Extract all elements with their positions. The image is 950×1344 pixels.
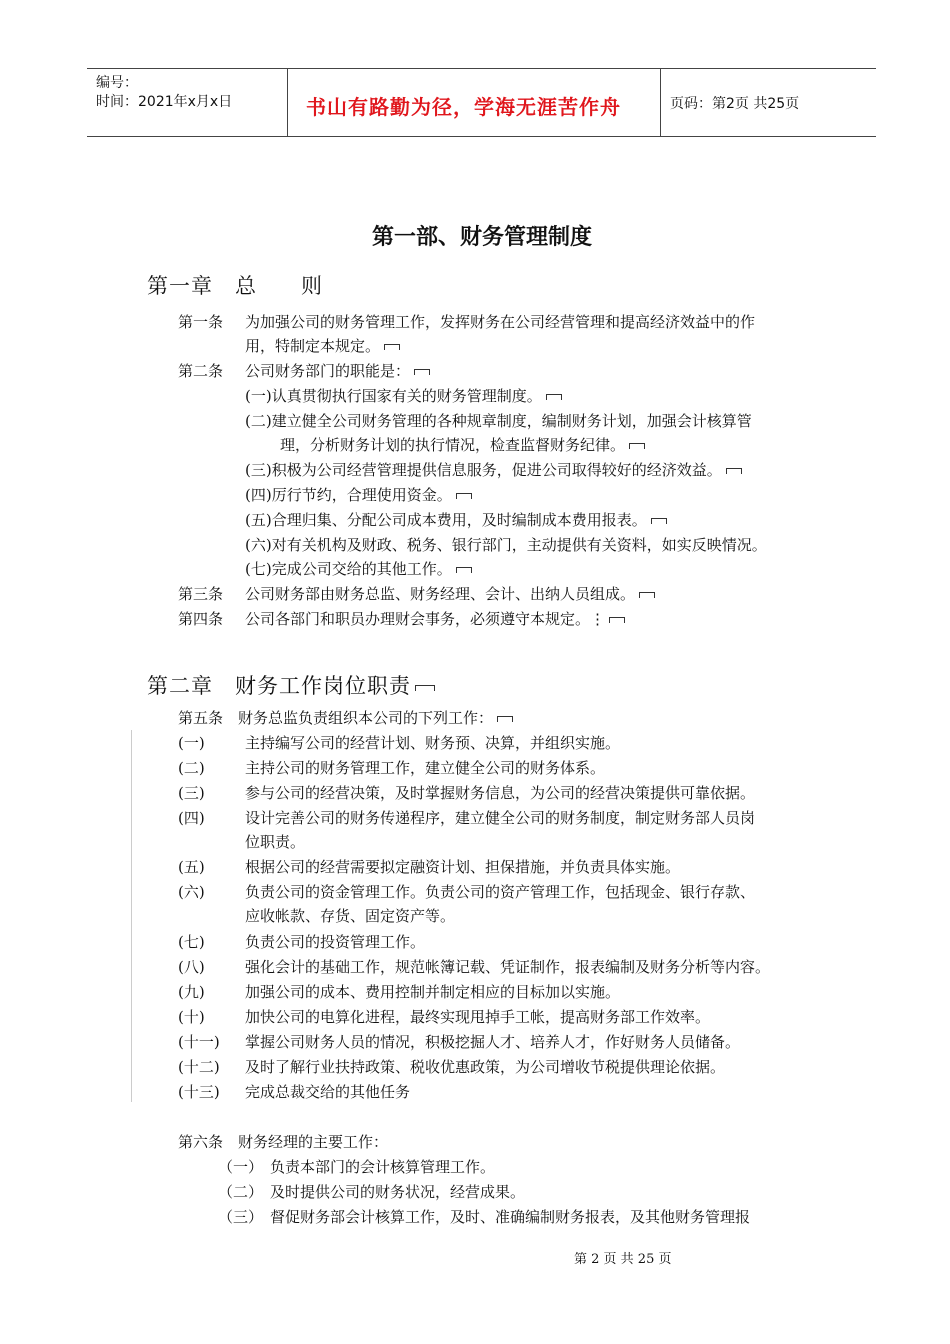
duty-8-text: 强化会计的基础工作，规范帐簿记载、凭证制作，报表编制及财务分析等内容。 [245, 958, 771, 976]
header-bottom-rule [87, 136, 876, 137]
duty-4-line-1: 设计完善公司的财务传递程序，建立健全公司的财务制度，制定财务部人员岗 [245, 809, 756, 827]
duty-8-num: (八) [178, 958, 205, 976]
header-motto: 书山有路勤为径，学海无涯苦作舟 [306, 95, 621, 119]
header-divider-2 [660, 68, 661, 136]
paragraph-mark [415, 685, 435, 691]
article-3-text: 公司财务部由财务总监、财务经理、会计、出纳人员组成。 [245, 582, 655, 606]
chapter-2-title: 第二章 财务工作岗位职责 [147, 670, 435, 700]
duty-6-line-2: 应收帐款、存货、固定资产等。 [245, 907, 456, 925]
header-page-label: 页码：第2页 共25页 [670, 96, 800, 112]
manager-duty-1-num: （一） [218, 1158, 264, 1176]
duty-13-num: (十三) [178, 1083, 220, 1101]
article-2-line-1: 公司财务部门的职能是： [245, 359, 430, 383]
paragraph-mark [456, 493, 472, 499]
duty-4-line-2: 位职责。 [245, 833, 306, 851]
header-top-rule [87, 68, 876, 69]
duty-9-text: 加强公司的成本、费用控制并制定相应的目标加以实施。 [245, 983, 621, 1001]
article-3-num: 第三条 [178, 585, 224, 603]
duty-11-text: 掌握公司财务人员的情况，积极挖掘人才、培养人才，作好财务人员储备。 [245, 1033, 741, 1051]
function-4: (四)厉行节约，合理使用资金。 [245, 483, 472, 507]
manager-duty-1-text: 负责本部门的会计核算管理工作。 [270, 1158, 496, 1176]
article-4-text: 公司各部门和职员办理财会事务，必须遵守本规定。⋮ [245, 607, 625, 631]
duty-1-num: (一) [178, 734, 205, 752]
margin-rule [131, 730, 132, 1102]
paragraph-mark [414, 369, 430, 375]
duty-2-text: 主持公司的财务管理工作，建立健全公司的财务体系。 [245, 759, 606, 777]
article-1-num: 第一条 [178, 313, 224, 331]
duty-7-text: 负责公司的投资管理工作。 [245, 933, 426, 951]
page-footer: 第 2 页 共 25 页 [574, 1252, 672, 1267]
duty-6-num: (六) [178, 883, 205, 901]
function-3: (三)积极为公司经营管理提供信息服务，促进公司取得较好的经济效益。 [245, 458, 742, 482]
paragraph-mark [456, 567, 472, 573]
paragraph-mark [726, 468, 742, 474]
paragraph-mark [629, 443, 645, 449]
paragraph-mark [497, 716, 513, 722]
article-4-num: 第四条 [178, 610, 224, 628]
paragraph-mark [651, 518, 667, 524]
function-2-line-2: 理，分析财务计划的执行情况，检查监督财务纪律。 [280, 433, 645, 457]
duty-4-num: (四) [178, 809, 205, 827]
function-1: (一)认真贯彻执行国家有关的财务管理制度。 [245, 384, 562, 408]
header-divider-1 [287, 68, 288, 136]
duty-9-num: (九) [178, 983, 205, 1001]
duty-7-num: (七) [178, 933, 205, 951]
duty-5-text: 根据公司的经营需要拟定融资计划、担保措施，并负责具体实施。 [245, 858, 681, 876]
article-1-line-2: 用，特制定本规定。 [245, 334, 400, 358]
article-2-num: 第二条 [178, 362, 224, 380]
function-6: (六)对有关机构及财政、税务、银行部门，主动提供有关资料，如实反映情况。 [245, 536, 767, 554]
article-1-line-1: 为加强公司的财务管理工作，发挥财务在公司经营管理和提高经济效益中的作 [245, 313, 756, 331]
manager-duty-2-text: 及时提供公司的财务状况，经营成果。 [270, 1183, 526, 1201]
part-title: 第一部、财务管理制度 [372, 224, 593, 250]
header-number-label: 编号： [96, 75, 138, 91]
paragraph-mark [546, 394, 562, 400]
duty-10-text: 加快公司的电算化进程，最终实现甩掉手工帐，提高财务部工作效率。 [245, 1008, 711, 1026]
duty-3-num: (三) [178, 784, 205, 802]
article-6: 第六条 财务经理的主要工作： [178, 1133, 389, 1151]
duty-1-text: 主持编写公司的经营计划、财务预、决算，并组织实施。 [245, 734, 621, 752]
article-5: 第五条 财务总监负责组织本公司的下列工作： [178, 706, 513, 730]
manager-duty-3-num: （三） [218, 1208, 264, 1226]
duty-12-num: (十二) [178, 1058, 220, 1076]
header-time-label: 时间：2021年x月x日 [96, 94, 233, 110]
duty-6-line-1: 负责公司的资金管理工作。负责公司的资产管理工作，包括现金、银行存款、 [245, 883, 756, 901]
paragraph-mark [384, 344, 400, 350]
duty-10-num: (十) [178, 1008, 205, 1026]
duty-13-text: 完成总裁交给的其他任务 [245, 1083, 411, 1101]
duty-12-text: 及时了解行业扶持政策、税收优惠政策，为公司增收节税提供理论依据。 [245, 1058, 726, 1076]
function-2-line-1: (二)建立健全公司财务管理的各种规章制度，编制财务计划，加强会计核算管 [245, 412, 752, 430]
manager-duty-3-text: 督促财务部会计核算工作，及时、准确编制财务报表，及其他财务管理报 [270, 1208, 751, 1226]
chapter-1-title: 第一章 总 则 [147, 274, 323, 298]
duty-3-text: 参与公司的经营决策，及时掌握财务信息，为公司的经营决策提供可靠依据。 [245, 784, 756, 802]
duty-11-num: (十一) [178, 1033, 220, 1051]
manager-duty-2-num: （二） [218, 1183, 264, 1201]
function-5: (五)合理归集、分配公司成本费用，及时编制成本费用报表。 [245, 508, 667, 532]
duty-5-num: (五) [178, 858, 205, 876]
function-7: (七)完成公司交给的其他工作。 [245, 557, 472, 581]
paragraph-mark [639, 592, 655, 598]
paragraph-mark [609, 617, 625, 623]
duty-2-num: (二) [178, 759, 205, 777]
